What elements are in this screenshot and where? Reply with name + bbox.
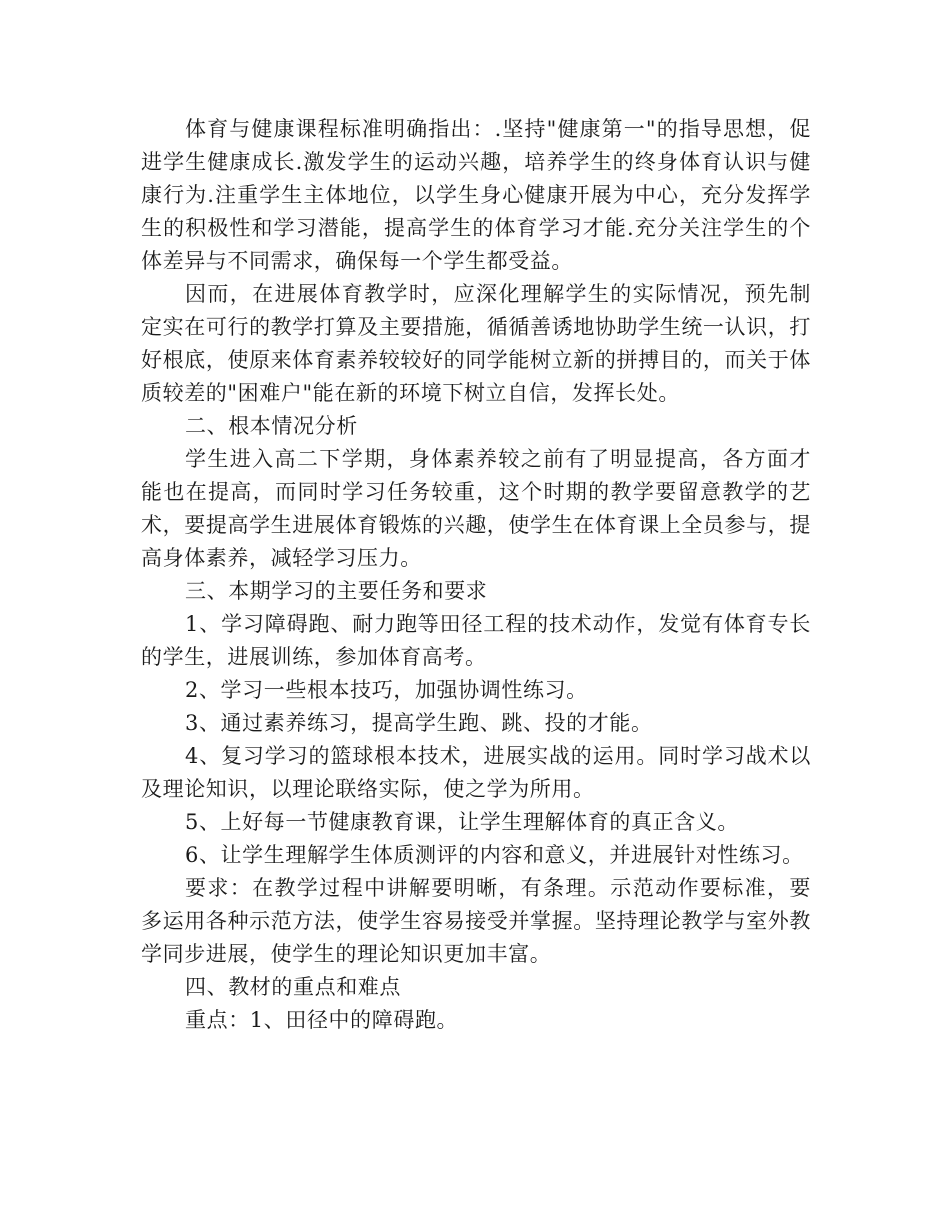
key-point-1: 重点：1、田径中的障碍跑。: [185, 1008, 459, 1032]
section-heading-key-points: 四、教材的重点和难点: [185, 975, 401, 999]
paragraph-requirements: 要求：在教学过程中讲解要明晰，有条理。示范动作要标准，要多运用各种示范方法，使学生容易接受并掌握。坚持理论教学与室外教学同步进展，使学生的理论知识更加丰富。: [141, 876, 811, 966]
list-item-task-1: 1、学习障碍跑、耐力跑等田径工程的技术动作，发觉有体育专长的学生，进展训练，参加体育高考。: [141, 612, 811, 669]
list-item-task-4: 4、复习学习的篮球根本技术，进展实战的运用。同时学习战术以及理论知识，以理论联络实际，使之学为所用。: [141, 744, 811, 801]
section-heading-tasks: 三、本期学习的主要任务和要求: [185, 579, 488, 603]
paragraph-student-situation: 学生进入高二下学期，身体素养较之前有了明显提高，各方面才能也在提高，而同时学习任务较重，这个时期的教学要留意教学的艺术，要提高学生进展体育锻炼的兴趣，使学生在体育课上全员参与，提高身体素养，减轻学习压力。: [141, 447, 811, 570]
list-item-task-2: 2、学习一些根本技巧，加强协调性练习。: [185, 678, 588, 702]
paragraph-teaching-approach: 因而，在进展体育教学时，应深化理解学生的实际情况，预先制定实在可行的教学打算及主要措施，循循善诱地协助学生统一认识，打好根底，使原来体育素养较较好的同学能树立新的拼搏目的，而关于体质较差的"困难户"能在新的环境下树立自信，发挥长处。: [141, 282, 811, 405]
list-item-task-5: 5、上好每一节健康教育课，让学生理解体育的真正含义。: [185, 810, 739, 834]
paragraph-guideline: 体育与健康课程标准明确指出：.坚持"健康第一"的指导思想，促进学生健康成长.激发学生的运动兴趣，培养学生的终身体育认识与健康行为.注重学生主体地位，以学生身心健康开展为中心，充分发挥学生的积极性和学习潜能，提高学生的体育学习才能.充分关注学生的个体差异与不同需求，确保每一个学生都受益。: [141, 117, 811, 273]
section-heading-basic-analysis: 二、根本情况分析: [185, 414, 358, 438]
list-item-task-3: 3、通过素养练习，提高学生跑、跳、投的才能。: [185, 711, 653, 735]
document-page: [141, 113, 811, 1037]
list-item-task-6: 6、让学生理解学生体质测评的内容和意义，并进展针对性练习。: [185, 843, 804, 867]
